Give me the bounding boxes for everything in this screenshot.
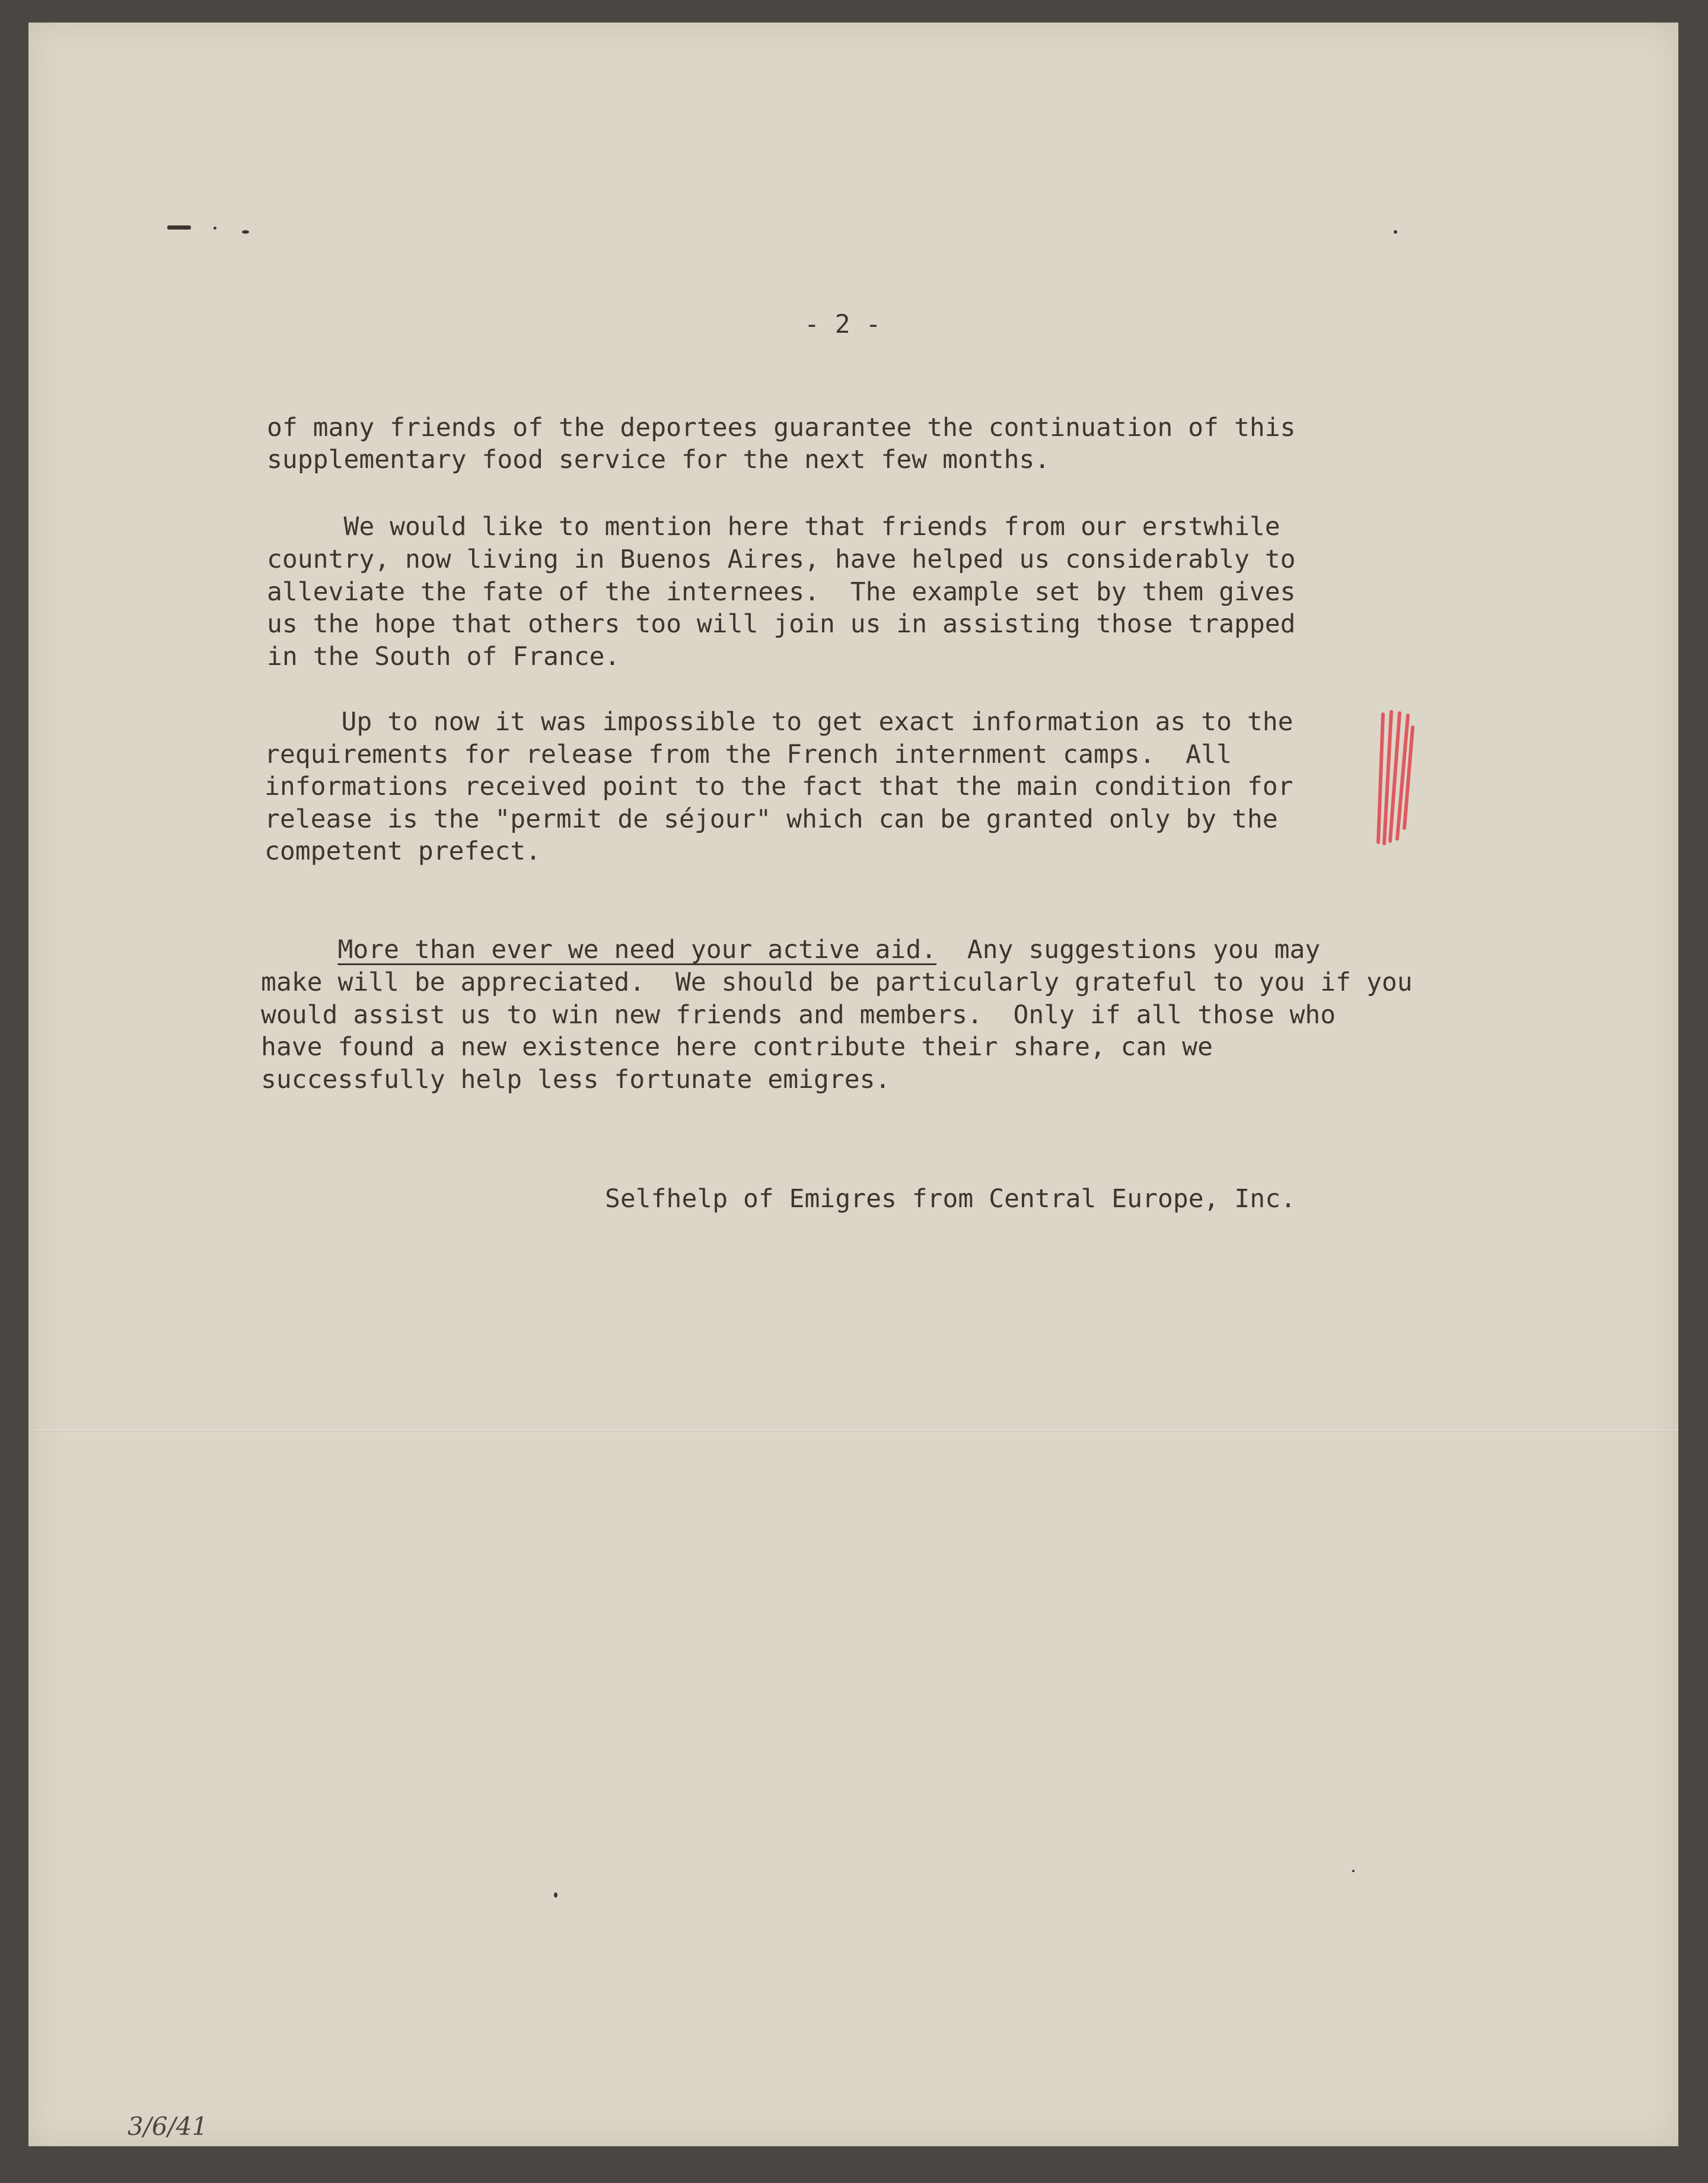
ink-speck (1394, 230, 1397, 234)
text-line: We would like to mention here that friends from our erstwhile (267, 512, 1280, 542)
text-line: Up to now it was impossible to get exact information as to the (265, 707, 1293, 737)
text-line (261, 934, 1320, 966)
red-pencil-mark (1375, 709, 1416, 847)
text-line: us the hope that others too will join us in assisting those trapped (267, 609, 1296, 639)
underlined-emphasis: More than ever we need your active aid. (337, 935, 937, 965)
ink-speck (1352, 1870, 1355, 1872)
paper-fold (28, 1430, 1678, 1431)
text-line: have found a new existence here contribute their share, can we (261, 1032, 1213, 1062)
text-line: supplementary food service for the next few months. (267, 445, 1050, 475)
text-line: make will be appreciated. We should be particularly grateful to you if you (261, 968, 1413, 997)
text-line: alleviate the fate of the internees. The example set by them gives (267, 577, 1296, 607)
text-line: of many friends of the deportees guarantee the continuation of this (267, 413, 1296, 443)
ink-speck (554, 1892, 557, 1898)
text-line: release is the "permit de séjour" which can be granted only by the (265, 804, 1278, 834)
text-line: successfully help less fortunate emigres. (261, 1065, 891, 1094)
text-line: informations received point to the fact that the main condition for (265, 772, 1293, 801)
ink-speck (214, 227, 216, 230)
text-line: competent prefect. (265, 836, 541, 866)
text-line: would assist us to win new friends and members. Only if all those who (261, 1000, 1336, 1030)
signature-line: Selfhelp of Emigres from Central Europe, Inc. (605, 1184, 1296, 1214)
text-span: Any suggestions you may (936, 935, 1321, 965)
ink-speck (242, 230, 249, 234)
ink-speck (167, 225, 191, 230)
text-line: requirements for release from the French internment camps. All (265, 740, 1232, 769)
page-number: - 2 - (804, 310, 881, 339)
text-line: in the South of France. (267, 642, 620, 672)
handwritten-date: 3/6/41 (128, 2112, 208, 2141)
text-line: country, now living in Buenos Aires, have helped us considerably to (267, 545, 1296, 574)
